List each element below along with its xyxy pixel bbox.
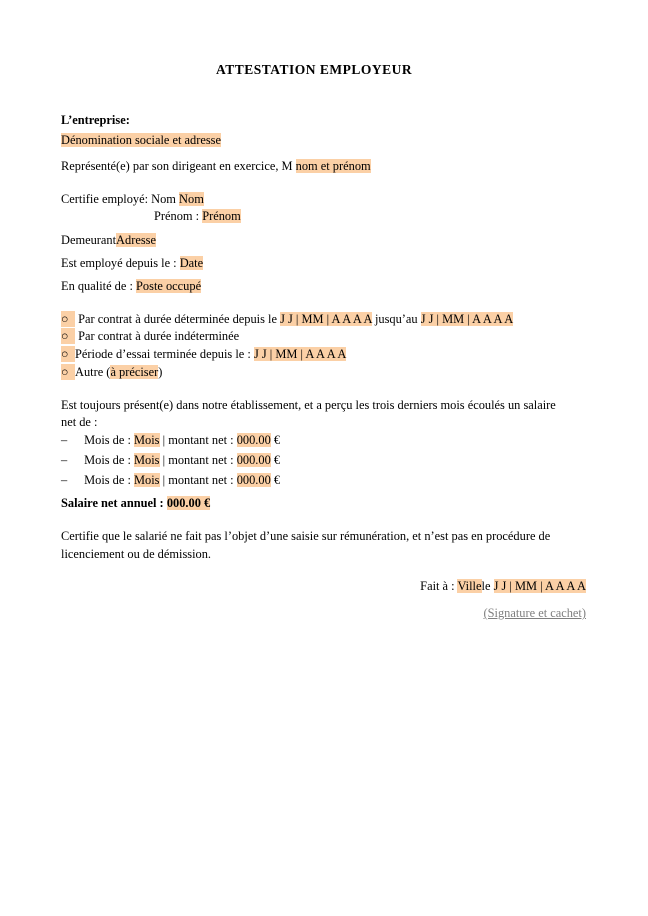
month-middle: | montant net : bbox=[162, 473, 234, 487]
company-label: L’entreprise: bbox=[61, 113, 130, 127]
prenom-prefix: Prénom : bbox=[154, 209, 200, 223]
certify-line1: Certifie que le salarié ne fait pas l’objet d’une saisie sur rémunération, et n’est pas en procédure de bbox=[61, 529, 551, 543]
option-cdi bbox=[61, 328, 239, 344]
radio-bullet-icon[interactable]: ○ bbox=[61, 328, 75, 344]
poste-field[interactable]: Poste occupé bbox=[136, 279, 202, 293]
cdd-prefix: Par contrat à durée déterminée depuis le bbox=[78, 312, 277, 326]
amount-field[interactable]: 000.00 bbox=[236, 433, 271, 447]
month-field[interactable]: Mois bbox=[134, 433, 160, 447]
month-prefix: Mois de : bbox=[84, 473, 131, 487]
ville-field[interactable]: Ville bbox=[457, 579, 482, 593]
annual-line bbox=[61, 495, 210, 511]
certify-name-line bbox=[61, 191, 204, 207]
autre-field[interactable]: à préciser bbox=[110, 365, 159, 379]
cdd-middle: jusqu’au bbox=[374, 312, 418, 326]
done-middle: le bbox=[481, 579, 491, 593]
month-row bbox=[61, 432, 280, 448]
prenom-line bbox=[154, 208, 241, 224]
currency-label: € bbox=[273, 433, 281, 447]
amount-field[interactable]: 000.00 bbox=[236, 453, 271, 467]
cdd-end-date-field[interactable]: J J | MM | A A A A bbox=[420, 312, 514, 326]
dash-icon: – bbox=[61, 433, 68, 447]
represented-line bbox=[61, 158, 371, 174]
month-row bbox=[61, 472, 280, 488]
employed-since-line bbox=[61, 255, 203, 271]
represented-field[interactable]: nom et prénom bbox=[295, 159, 371, 173]
currency-label: € bbox=[273, 473, 281, 487]
autre-prefix: Autre ( bbox=[75, 365, 111, 379]
date-field[interactable]: Date bbox=[179, 256, 204, 270]
option-cdd bbox=[61, 311, 513, 327]
essai-date-field[interactable]: J J | MM | A A A A bbox=[253, 347, 347, 361]
certify-prefix: Certifie employé: Nom bbox=[61, 192, 176, 206]
autre-suffix: ) bbox=[158, 365, 163, 379]
option-essai bbox=[61, 346, 346, 362]
dash-icon: – bbox=[61, 453, 68, 467]
demeurant-prefix: Demeurant bbox=[61, 233, 117, 247]
radio-bullet-icon[interactable]: ○ bbox=[61, 364, 75, 380]
month-field[interactable]: Mois bbox=[134, 473, 160, 487]
cdd-start-date-field[interactable]: J J | MM | A A A A bbox=[280, 312, 372, 326]
done-prefix: Fait à : bbox=[420, 579, 455, 593]
salary-intro-line1: Est toujours présent(e) dans notre établissement, et a perçu les trois derniers mois écoulés un salaire bbox=[61, 398, 556, 412]
option-autre bbox=[61, 364, 162, 380]
prenom-field[interactable]: Prénom bbox=[202, 209, 241, 223]
month-middle: | montant net : bbox=[162, 453, 234, 467]
month-prefix: Mois de : bbox=[84, 433, 131, 447]
adresse-field[interactable]: Adresse bbox=[116, 233, 156, 247]
nom-field[interactable]: Nom bbox=[179, 192, 204, 206]
month-middle: | montant net : bbox=[162, 433, 234, 447]
month-prefix: Mois de : bbox=[84, 453, 131, 467]
cdi-label: Par contrat à durée indéterminée bbox=[78, 329, 240, 343]
certify-line2: licenciement ou de démission. bbox=[61, 547, 212, 561]
done-date-field[interactable]: J J | MM | A A A A bbox=[493, 579, 586, 593]
employed-since-prefix: Est employé depuis le : bbox=[61, 256, 177, 270]
quality-line bbox=[61, 278, 201, 294]
represented-prefix: Représenté(e) par son dirigeant en exercice, M bbox=[61, 159, 293, 173]
company-field[interactable]: Dénomination sociale et adresse bbox=[61, 133, 221, 147]
amount-field[interactable]: 000.00 bbox=[236, 473, 271, 487]
company-line bbox=[61, 132, 221, 148]
quality-prefix: En qualité de : bbox=[61, 279, 133, 293]
radio-bullet-icon[interactable]: ○ bbox=[61, 311, 75, 327]
annual-label: Salaire net annuel : bbox=[61, 496, 164, 510]
annual-field[interactable]: 000.00 € bbox=[166, 496, 211, 510]
month-row bbox=[61, 452, 280, 468]
dash-icon: – bbox=[61, 473, 68, 487]
demeurant-line bbox=[61, 232, 156, 248]
page-title: ATTESTATION EMPLOYEUR bbox=[216, 62, 413, 77]
currency-label: € bbox=[273, 453, 281, 467]
month-field[interactable]: Mois bbox=[134, 453, 160, 467]
essai-prefix: Période d’essai terminée depuis le : bbox=[75, 347, 251, 361]
salary-intro-line2: net de : bbox=[61, 415, 98, 429]
done-line bbox=[420, 578, 586, 594]
signature-label: (Signature et cachet) bbox=[483, 606, 586, 620]
radio-bullet-icon[interactable]: ○ bbox=[61, 346, 75, 362]
